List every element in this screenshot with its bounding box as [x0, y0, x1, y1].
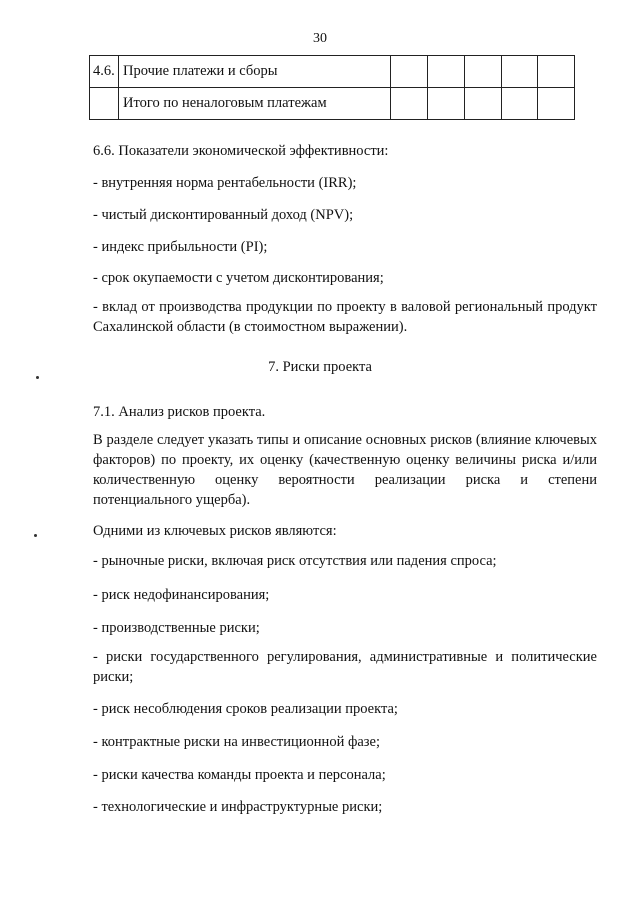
indicator-item: - вклад от производства продукции по проекту в валовой региональный продукт Сахалинской области (в стоимостном выражении).	[93, 299, 597, 335]
value-cell	[501, 56, 538, 88]
section-title-7: 7. Риски проекта	[268, 359, 372, 375]
risk-item: - рыночные риски, включая риск отсутствия или падения спроса;	[93, 553, 497, 569]
value-cell	[538, 56, 575, 88]
table-row	[90, 88, 575, 120]
row-number	[90, 88, 119, 120]
value-cell	[464, 56, 501, 88]
section-heading-7-1: 7.1. Анализ рисков проекта.	[93, 404, 266, 420]
risk-item: - риск несоблюдения сроков реализации проекта;	[93, 701, 398, 717]
financial-table	[89, 55, 575, 120]
risk-item: - контрактные риски на инвестиционной фазе;	[93, 734, 380, 750]
page-number: 30	[313, 31, 327, 46]
row-number: 4.6.	[90, 56, 119, 88]
row-name: Итого по неналоговым платежам	[118, 88, 390, 120]
table-row	[90, 56, 575, 88]
scan-speck	[34, 534, 37, 537]
value-cell	[391, 56, 428, 88]
value-cell	[428, 88, 465, 120]
section-heading-6-6: 6.6. Показатели экономической эффективности:	[93, 143, 389, 159]
risk-item: - технологические и инфраструктурные риски;	[93, 799, 383, 815]
value-cell	[501, 88, 538, 120]
risk-item: - риски качества команды проекта и персонала;	[93, 767, 386, 783]
risk-item: - производственные риски;	[93, 620, 260, 636]
scan-speck	[36, 376, 39, 379]
risk-item: - риск недофинансирования;	[93, 587, 270, 603]
row-name: Прочие платежи и сборы	[118, 56, 390, 88]
value-cell	[428, 56, 465, 88]
indicator-item: - срок окупаемости с учетом дисконтирования;	[93, 270, 384, 286]
value-cell	[538, 88, 575, 120]
risk-analysis-paragraph: В разделе следует указать типы и описание основных рисков (влияние ключевых факторов) по проекту, их оценку (качественную оценку величины риска и/или количественную оценку вероятности реализации риска и степени потенциального ущерба).	[93, 432, 597, 508]
risks-intro: Одними из ключевых рисков являются:	[93, 523, 337, 539]
indicator-item: - индекс прибыльности (PI);	[93, 239, 268, 255]
risk-item: - риски государственного регулирования, административные и политические риски;	[93, 649, 597, 685]
indicator-item: - внутренняя норма рентабельности (IRR);	[93, 175, 357, 191]
value-cell	[391, 88, 428, 120]
value-cell	[464, 88, 501, 120]
indicator-item: - чистый дисконтированный доход (NPV);	[93, 207, 354, 223]
